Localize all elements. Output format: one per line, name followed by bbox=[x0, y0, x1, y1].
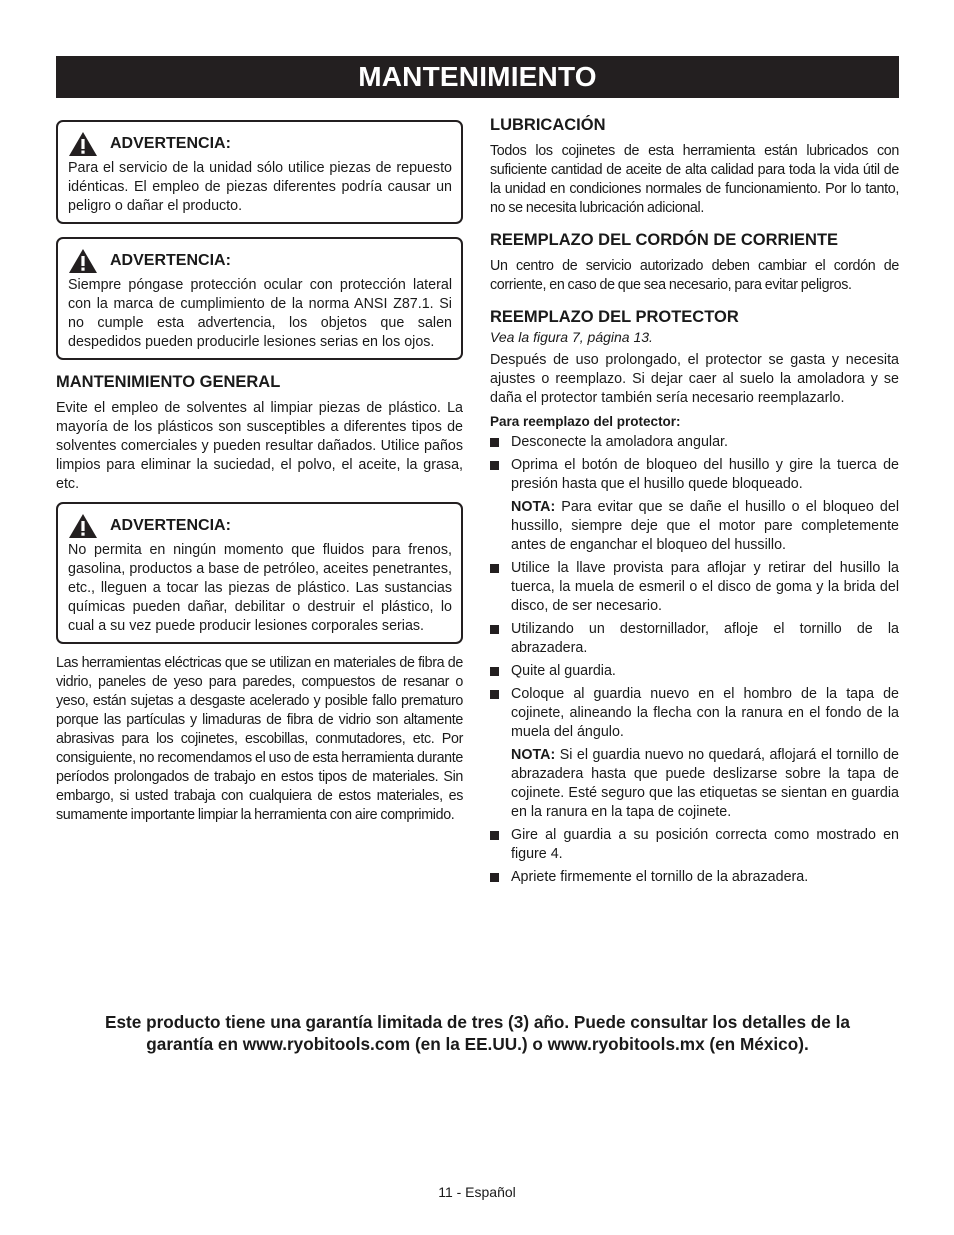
guard-steps-list bbox=[490, 826, 899, 887]
list-item: Coloque al guardia nuevo en el hombro de la tapa de cojinete, alineando la flecha con la ranura en el fondo de la muela del ángulo. bbox=[490, 685, 899, 742]
guard-replacement-text: Después de uso prolongado, el protector se gasta y necesita ajustes o reemplazo. Si dejar caer al suelo la amoladora y se daña el protector también sería necesario reemplazarlo. bbox=[490, 352, 899, 406]
figure-reference: Vea la figura 7, página 13. bbox=[490, 329, 653, 345]
warning-triangle-icon bbox=[68, 513, 98, 539]
warning-triangle-icon bbox=[68, 248, 98, 274]
list-item: Utilizando un destornillador, afloje el tornillo de la abrazadera. bbox=[490, 620, 899, 658]
warning-text: No permita en ningún momento que fluidos para frenos, gasolina, productos a base de petróleo, aceites penetrantes, etc., lleguen a tocar las piezas de plástico. Las sustancias químicas pueden dañar, debilitar o destruir el plástico, lo cual a su vez puede producir lesiones corporales serias. bbox=[68, 542, 452, 634]
section-heading-guard-replacement: REEMPLAZO DEL PROTECTOR bbox=[490, 308, 739, 326]
guard-steps-list bbox=[490, 433, 899, 494]
warning-title: ADVERTENCIA: bbox=[110, 135, 231, 152]
page-number: 11 - Español bbox=[438, 1184, 516, 1200]
left-column bbox=[56, 120, 463, 825]
power-tools-materials-text: Las herramientas eléctricas que se utilizan en materiales de fibra de vidrio, paneles de yeso para paredes, compuestos de resanar o yeso, están sujetas a desgaste acelerado y posible fallo prematuro porque las partículas y limaduras de fibra de vidrio son altamente abrasivas para los cojinetes, escobillas, conmutadores, etc. Por consiguiente, no recomendamos el uso de esta herramienta durante períodos prolongados de trabajo en estos tipos de materiales. Sin embargo, si usted trabaja con cualquiera de estos materiales, es sumamente importante limpiar la herramienta con aire comprimido. bbox=[56, 655, 463, 823]
warning-box-replacement-parts bbox=[56, 120, 463, 224]
list-item: Desconecte la amoladora angular. bbox=[490, 433, 899, 452]
list-item: Gire al guardia a su posición correcta como mostrado en figure 4. bbox=[490, 826, 899, 864]
guard-steps-list bbox=[490, 559, 899, 742]
list-item: Apriete firmemente el tornillo de la abrazadera. bbox=[490, 868, 899, 887]
warning-box-eye-protection bbox=[56, 237, 463, 360]
cord-replacement-text: Un centro de servicio autorizado deben cambiar el cordón de corriente, en caso de que sea necesario, para evitar peligros. bbox=[490, 258, 899, 293]
warning-box-chemicals bbox=[56, 502, 463, 644]
list-item: Quite al guardia. bbox=[490, 662, 899, 681]
page-title: MANTENIMIENTO bbox=[56, 56, 899, 98]
warranty-line: Este producto tiene una garantía limitada de tres (3) año. Puede consultar los detalles de la bbox=[105, 1012, 850, 1032]
note: NOTA: Para evitar que se dañe el husillo o el bloqueo del hussillo, siempre deje que el motor pare completemente antes de enganchar el bloqueo del hussillo. bbox=[511, 499, 899, 553]
warranty-line: garantía en www.ryobitools.com (en la EE.UU.) o www.ryobitools.mx (en México). bbox=[146, 1034, 809, 1054]
section-heading-lubrication: LUBRICACIÓN bbox=[490, 116, 606, 134]
warning-triangle-icon bbox=[68, 131, 98, 157]
warning-text: Siempre póngase protección ocular con protección lateral con la marca de cumplimiento de la norma ANSI Z87.1. Si no cumple esta advertencia, los objetos que salen despedidos pueden producirle lesiones serias en los ojos. bbox=[68, 277, 452, 350]
steps-title: Para reemplazo del protector: bbox=[490, 414, 681, 429]
list-item: Oprima el botón de bloqueo del husillo y gire la tuerca de presión hasta que el husillo quede bloqueado. bbox=[490, 456, 899, 494]
note: NOTA: Si el guardia nuevo no quedará, aflojará el tornillo de abrazadera hasta que puede deslizarse sobre la tapa de cojinete. Esté seguro que las etiquetas se sientan en guardia en la ranura en la tapa de cojinete. bbox=[511, 747, 899, 820]
warning-text: Para el servicio de la unidad sólo utilice piezas de repuesto idénticas. El empleo de piezas diferentes podría causar un peligro o dañar el producto. bbox=[68, 160, 452, 214]
warning-title: ADVERTENCIA: bbox=[110, 517, 231, 534]
section-heading-general-maintenance: MANTENIMIENTO GENERAL bbox=[56, 373, 281, 391]
warranty-notice bbox=[56, 1011, 899, 1055]
warning-title: ADVERTENCIA: bbox=[110, 252, 231, 269]
general-maintenance-text: Evite el empleo de solventes al limpiar piezas de plástico. La mayoría de los plásticos son susceptibles a diferentes tipos de solventes comerciales y pueden resultar dañados. Utilice paños limpios para eliminar la suciedad, el polvo, el aceite, la grasa, etc. bbox=[56, 400, 463, 492]
right-column bbox=[490, 116, 899, 891]
section-heading-cord-replacement: REEMPLAZO DEL CORDÓN DE CORRIENTE bbox=[490, 231, 839, 249]
lubrication-text: Todos los cojinetes de esta herramienta están lubricados con suficiente cantidad de aceite de alta calidad para toda la vida útil de la unidad en condiciones normales de funcionamiento. Por lo tanto, no se necesita lubricación adicional. bbox=[490, 143, 899, 216]
list-item: Utilice la llave provista para aflojar y retirar del husillo la tuerca, la muela de esmeril o el disco de goma y la brida del disco, de ser necesario. bbox=[490, 559, 899, 616]
